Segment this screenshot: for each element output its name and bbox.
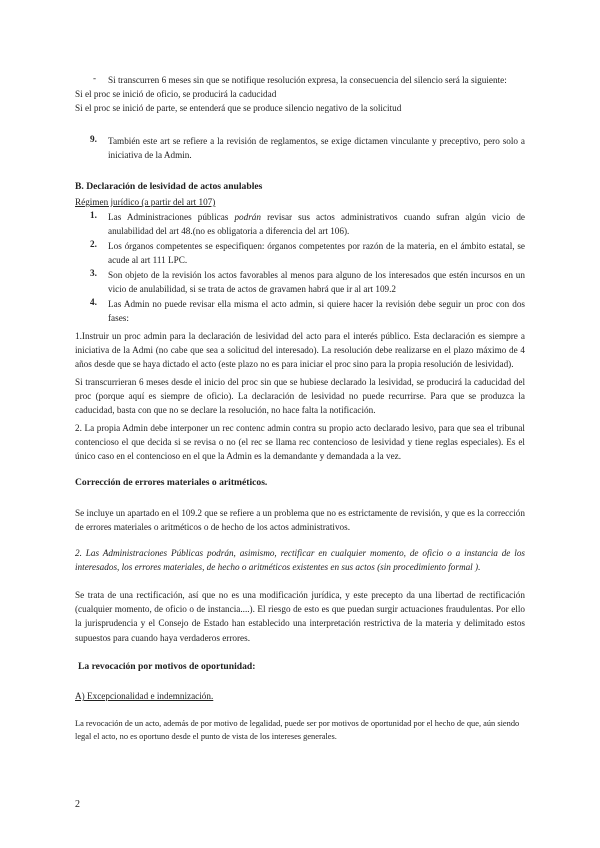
emphasis-text: podrán <box>234 212 261 222</box>
body-paragraph: Se trata de una rectificación, así que no es una modificación jurídica, y este precepto da una libertad de rectificación (cualquier momento, de oficio o de instancia....). El riesgo de esto es que puedan surgir actuaciones fraudulentas. Por ello la jurisprudencia y el Consejo de Estado han establecido una interpretación restrictiva de la materia y delimitado estos supuestos para cuando haya verdaderos errores. <box>75 590 525 643</box>
list-number: 4. <box>90 297 97 307</box>
text-line: Si el proc se inició de oficio, se producirá la caducidad <box>75 89 277 99</box>
body-paragraph: La revocación de un acto, además de por motivo de legalidad, puede ser por motivos de oportunidad por el hecho de que, aún siendo legal el acto, no es oportuno desde el punto de vista de los intereses generales. <box>75 719 520 741</box>
body-paragraph: Si transcurrieran 6 meses desde el inicio del proc sin que se hubiese declarado la lesividad, se producirá la caducidad del proc (porque aquí es siempre de oficio). La declaración de lesividad no puede recurrirse. Para que se produzca la caducidad, basta con que no se declare la resolución, no hace falta la notificación. <box>75 377 525 416</box>
list-item-text: También este art se refiere a la revisión de reglamentos, se exige dictamen vinculante y preceptivo, pero solo a iniciativa de la Admin. <box>108 136 525 161</box>
body-paragraph: 1.Instruir un proc admin para la declaración de lesividad del acto para el interés público. Esta declaración es siempre a iniciativa de la Admi (no cabe que sea a solicitud del interesado). La resolución debe realizarse en el plazo máximo de 4 años desde que se haya dictado el acto (este plazo no es para iniciar el proc sino para la propia resolución de lesividad). <box>75 331 525 370</box>
section-heading: B. Declaración de lesividad de actos anulables <box>75 181 263 192</box>
section-subheading: Régimen jurídico (a partir del art 107) <box>75 197 216 207</box>
section-heading: Corrección de errores materiales o aritméticos. <box>75 477 268 488</box>
legal-quote: 2. Las Administraciones Públicas podrán, asimismo, rectificar en cualquier momento, de oficio o a instancia de los interesados, los errores materiales, de hecho o aritméticos existentes en sus actos (sin procedimiento formal ). <box>75 548 525 573</box>
section-heading: La revocación por motivos de oportunidad: <box>78 661 256 672</box>
list-item-text: Son objeto de la revisión los actos favorables al menos para alguno de los interesados que estén incursos en un vicio de anulabilidad, si se trata de actos de gravamen habrá que ir al art 109.2 <box>108 270 525 295</box>
list-dash: - <box>93 73 97 83</box>
text-line: Si transcurren 6 meses sin que se notifique resolución expresa, la consecuencia del silencio será la siguiente: <box>108 75 507 85</box>
list-item-text: Las Administraciones públicas podrán revisar sus actos administrativos cuando sufran algún vicio de anulabilidad del art 48.(no es obligatoria a diferencia del art 106). <box>108 212 525 237</box>
text-line: Si el proc se inició de parte, se entenderá que se produce silencio negativo de la solicitud <box>75 103 402 113</box>
page-number: 2 <box>75 799 80 810</box>
list-item-text: Las Admin no puede revisar ella misma el acto admin, si quiere hacer la revisión debe seguir un proc con dos fases: <box>108 299 525 324</box>
section-subheading: A) Excepcionalidad e indemnización. <box>75 691 214 701</box>
list-number: 9. <box>90 134 97 144</box>
body-paragraph: Se incluye un apartado en el 109.2 que se refiere a un problema que no es estrictamente de revisión, y que es la corrección de errores materiales o aritméticos o de hecho de los actos administrativos. <box>75 508 525 533</box>
list-item-text: Los órganos competentes se especifiquen: órganos competentes por razón de la materia, en el ámbito estatal, se acude al art 111 LPC. <box>108 241 525 266</box>
list-number: 3. <box>90 268 97 278</box>
list-number: 1. <box>90 210 97 220</box>
list-number: 2. <box>90 239 97 249</box>
body-paragraph: 2. La propia Admin debe interponer un rec contenc admin contra su propio acto declarado lesivo, para que sea el tribunal contencioso el que decida si se revisa o no (el rec se llama rec contencioso de lesividad y tiene reglas especiales). Es el único caso en el contencioso en el que la Admin es la demandante y demandada a la vez. <box>75 423 525 462</box>
